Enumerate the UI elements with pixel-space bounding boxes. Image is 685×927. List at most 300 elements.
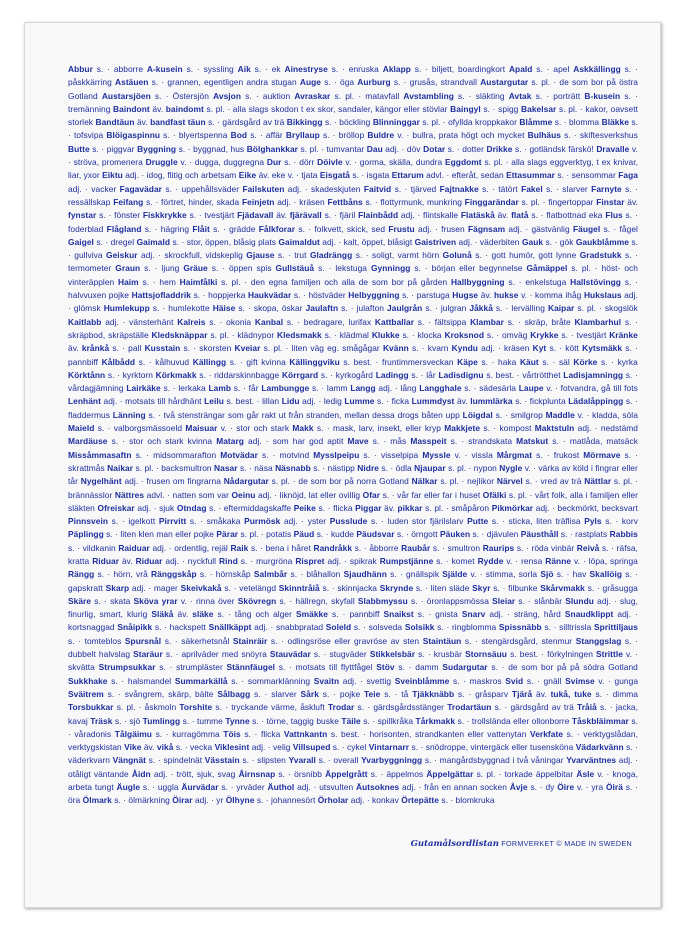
entry-definition: s. · trut <box>277 250 307 261</box>
entry-word: Åidn <box>131 768 151 779</box>
entry-word: Byggning <box>137 143 177 154</box>
entry-word: Ölhyne <box>225 795 255 806</box>
dictionary-entry <box>209 622 324 632</box>
entry-word: Källinggviku <box>289 356 340 367</box>
entry-definition: s. · ressällskap <box>68 183 638 207</box>
dictionary-entry <box>412 689 508 699</box>
dictionary-entry <box>115 490 229 500</box>
entry-word: Bandtäun <box>95 117 135 128</box>
entry-word: Fajtnakke <box>439 183 479 194</box>
dictionary-entry <box>383 64 505 74</box>
entry-definition: s. pl. · alla slags skodon t ex skor, sandaler, kängor eller stövlar <box>206 103 448 114</box>
entry-definition: s. · hoppjerka <box>193 290 246 301</box>
entry-word: Haukvädar <box>247 290 292 301</box>
entry-definition: s. · början eller begynnelse <box>414 263 523 274</box>
dictionary-entry <box>472 583 537 593</box>
entry-definition: s. · tryckande värme, åskluft <box>215 702 325 713</box>
dictionary-entry <box>68 689 213 699</box>
entry-word: Avtak <box>508 90 532 101</box>
dictionary-entry <box>284 64 378 74</box>
entry-word: Nasar <box>214 462 238 473</box>
dictionary-entry <box>341 716 413 726</box>
entry-definition: s. · haka <box>481 356 517 367</box>
entry-definition: s. · maskros <box>452 675 502 686</box>
entry-word: Butte <box>68 143 90 154</box>
dictionary-entry <box>540 569 586 579</box>
entry-word: Töis <box>223 728 241 739</box>
entry-definition: s. · bedragare, lurifax <box>286 316 372 327</box>
entry-definition: s. · örsnibb <box>278 768 322 779</box>
entry-definition: äv. <box>152 103 164 114</box>
entry-definition: äv. <box>136 117 148 128</box>
dictionary-entry <box>372 330 442 340</box>
entry-word: Päud <box>293 529 315 540</box>
dictionary-entry <box>117 622 206 632</box>
dictionary-entry <box>483 543 574 553</box>
dictionary-entry <box>118 543 228 553</box>
entry-word: Rydde <box>477 555 504 566</box>
entry-definition: s. · pannbiff <box>68 343 638 367</box>
dictionary-text <box>68 63 638 838</box>
entry-word: Skrynde <box>379 582 414 593</box>
entry-definition: s. · slånbär <box>518 595 563 606</box>
entry-definition: s. · gift kvinna <box>229 356 286 367</box>
dictionary-entry <box>267 782 353 792</box>
entry-word: Kyt <box>532 343 547 354</box>
dictionary-entry <box>152 330 275 340</box>
entry-definition: s. · overall <box>318 755 359 766</box>
entry-word: Träsk <box>90 715 113 726</box>
entry-word: fjärävall <box>289 210 322 221</box>
entry-definition: s. · hägring <box>144 223 190 234</box>
dictionary-entry <box>438 370 560 380</box>
entry-word: Missåmmasaftn <box>68 449 132 460</box>
dictionary-entry <box>181 583 276 593</box>
dictionary-entry <box>521 184 588 194</box>
dictionary-entry <box>401 795 494 805</box>
dictionary-entry <box>565 676 638 686</box>
dictionary-entry <box>519 117 599 127</box>
entry-word: Verkfate <box>530 728 564 739</box>
entry-definition: s. · uggla <box>142 782 179 793</box>
dictionary-entry <box>107 224 189 234</box>
entry-definition: adj. · trött, sjuk, svag <box>153 768 236 779</box>
entry-definition: s. · enkelstuga <box>508 276 567 287</box>
entry-definition: adj. · sträng, hård <box>489 609 561 620</box>
dictionary-entry <box>314 676 391 686</box>
entry-word: Kyndu <box>451 343 478 354</box>
entry-word: Pärar <box>216 529 239 540</box>
entry-word: Tjäkknäbb <box>412 688 455 699</box>
dictionary-entry <box>255 317 371 327</box>
entry-definition: s. · törne, taggig buske <box>252 715 339 726</box>
entry-definition: s. · igelkott <box>111 516 156 527</box>
dictionary-entry <box>301 689 361 699</box>
entry-word: Mardäuse <box>68 436 108 447</box>
dictionary-entry <box>126 383 205 393</box>
entry-word: Dur <box>266 157 282 168</box>
entry-word: Purmösk <box>244 516 281 527</box>
entry-word: Spissnäbb <box>498 622 542 633</box>
entry-definition: v. · yra <box>576 782 604 793</box>
entry-word: Teie <box>364 688 381 699</box>
entry-word: Avsjon <box>213 90 241 101</box>
entry-definition: s. pl. · torkade äppelbitar <box>476 768 574 779</box>
dictionary-entry <box>166 104 448 114</box>
entry-definition: s. · åbborre <box>354 542 399 553</box>
entry-definition: s. · gnällspik <box>390 569 440 580</box>
dictionary-entry <box>551 689 638 699</box>
dictionary-entry <box>440 184 518 194</box>
entry-definition: v. · bullra, prata högt och mycket <box>397 130 525 141</box>
entry-definition: s. · gråsparv <box>457 688 509 699</box>
dictionary-entry <box>68 436 212 446</box>
entry-definition: s. · gotländsk färskö! <box>514 143 594 154</box>
dictionary-entry <box>68 529 214 539</box>
entry-definition: s. pl. · de som bor på östra Gotland <box>68 77 638 101</box>
entry-word: Smäkke <box>296 609 328 620</box>
entry-definition: s. · vår far eller far i huset <box>382 489 481 500</box>
dictionary-entry <box>239 769 322 779</box>
entry-word: Näsnabb <box>275 462 311 473</box>
entry-word: Täile <box>341 715 361 726</box>
entry-definition: s. pl. · klädnypor <box>210 329 275 340</box>
dictionary-entry <box>248 290 346 300</box>
entry-word: Aik <box>237 64 251 74</box>
entry-definition: s. · får <box>233 383 259 394</box>
entry-word: Skövregn <box>237 595 277 606</box>
entry-word: Strumpsukkar <box>98 662 156 673</box>
entry-definition: s. · påskkärring <box>68 64 638 88</box>
entry-definition: s. · flicka <box>244 728 281 739</box>
dictionary-entry <box>180 277 448 287</box>
dictionary-entry <box>468 224 570 234</box>
dictionary-entry <box>143 716 223 726</box>
entry-word: Äsle <box>576 768 595 779</box>
entry-definition: s. · verktygslådan, verktygskistan <box>68 728 638 753</box>
entry-word: Helbyggning <box>348 290 400 301</box>
dictionary-entry <box>452 290 491 300</box>
entry-word: Kroksnod <box>444 329 484 340</box>
entry-word: Stornsäuu <box>465 649 507 660</box>
entry-definition: advl. · efteråt, sedan <box>426 170 504 181</box>
entry-word: vikå <box>156 742 174 753</box>
entry-word: Öire <box>557 782 575 793</box>
dictionary-entry <box>327 197 461 207</box>
entry-word: bandfast täun <box>150 117 206 128</box>
entry-definition: s. · visselpipa <box>363 449 419 460</box>
dictionary-entry <box>137 237 276 247</box>
entry-word: Ettarum <box>391 170 424 181</box>
entry-definition: s. · komet <box>436 555 475 566</box>
entry-word: Fakel <box>521 183 543 194</box>
dictionary-entry <box>509 64 569 74</box>
dictionary-entry <box>521 529 607 539</box>
entry-definition: äv. <box>384 502 395 513</box>
entry-word: Finstar <box>596 196 625 207</box>
entry-word: Närvel <box>496 476 523 487</box>
entry-definition: s. · öga <box>324 77 355 88</box>
entry-definition: adj. · flintskalle <box>400 210 459 221</box>
entry-definition: s. · dregel <box>96 236 135 247</box>
entry-word: Eisgatå <box>319 170 351 181</box>
dictionary-entry <box>177 503 291 513</box>
entry-definition: s. · okonia <box>209 316 252 327</box>
entry-word: Svid <box>505 675 524 686</box>
dictionary-entry <box>204 396 279 406</box>
dictionary-entry <box>113 410 460 420</box>
entry-word: Päuken <box>440 529 471 540</box>
entry-word: Raurips <box>482 542 515 553</box>
entry-word: Bulhäus <box>527 130 561 141</box>
entry-word: Rind <box>219 555 238 566</box>
dictionary-entry <box>357 463 411 473</box>
entry-definition: s. · Östersjön <box>154 90 209 101</box>
entry-definition: s. · förtret, hinder, skada <box>146 196 240 207</box>
entry-definition: advl. · natten som var <box>146 489 229 500</box>
entry-word: pikkar <box>397 502 423 513</box>
entry-definition: s. · halvvuxen pojke <box>68 276 638 301</box>
entry-word: Mave <box>347 436 369 447</box>
entry-word: Rabbis <box>609 529 638 540</box>
dictionary-entry <box>216 436 343 446</box>
entry-definition: s. · liten klen man eller pojke <box>106 529 215 540</box>
entry-word: Hukslaus <box>583 290 622 301</box>
entry-word: Gauk <box>521 236 544 247</box>
entry-definition: adj. · som har god aptit <box>248 436 344 447</box>
entry-word: Staräur <box>133 649 163 660</box>
entry-definition: s. · två stensträngar som går rakt ut från stranden, mellan dessa drogs båten upp <box>148 409 460 420</box>
dictionary-entry <box>277 330 369 340</box>
entry-word: Raubår <box>401 542 431 553</box>
entry-word: Mårgmat <box>496 449 533 460</box>
dictionary-entry <box>467 516 581 526</box>
dictionary-entry <box>528 130 638 140</box>
dictionary-entry <box>596 197 638 207</box>
entry-word: Jaulaftn <box>305 303 339 314</box>
entry-word: Gaistriven <box>414 236 457 247</box>
dictionary-entry <box>107 463 211 473</box>
entry-definition: s. · sommarklänning <box>231 675 311 686</box>
entry-definition: s. · djävulen <box>472 529 519 540</box>
entry-word: Kaipar <box>547 303 575 314</box>
entry-word: Körktånn <box>68 369 106 380</box>
dictionary-entry <box>367 144 421 154</box>
entry-word: Bod <box>230 130 248 141</box>
dictionary-entry <box>388 224 464 234</box>
entry-word: Ladisjamningg <box>563 369 624 380</box>
entry-definition: s. pl. · tumvantar <box>300 143 365 154</box>
dictionary-entry <box>247 144 365 154</box>
entry-word: Torshite <box>179 702 213 713</box>
entry-definition: s. · fickplunta <box>515 396 566 407</box>
entry-definition: s. · säl <box>542 356 570 367</box>
entry-word: Löigdal <box>462 409 493 420</box>
entry-definition: s. · filbunke <box>493 582 538 593</box>
entry-definition: s. pl. · höst- och vinteräpplen <box>68 263 638 287</box>
entry-definition: s. · stengärdsgård, stenmur <box>464 635 573 646</box>
dictionary-entry <box>447 702 574 712</box>
entry-word: Graun <box>115 263 141 274</box>
dictionary-entry <box>344 396 409 406</box>
entry-definition: s. · skrattmås <box>68 449 638 473</box>
dictionary-entry <box>261 383 347 393</box>
entry-word: Askkällingg <box>573 64 621 74</box>
entry-word: Gjause <box>246 250 275 261</box>
entry-word: Myssle <box>422 449 451 460</box>
dictionary-entry <box>246 250 306 260</box>
entry-word: Tålgäimu <box>114 728 152 739</box>
entry-definition: s. · jacka, kavaj <box>68 702 638 726</box>
entry-definition: s. · julafton <box>341 303 385 314</box>
entry-word: Piggar <box>355 502 382 513</box>
entry-word: Kusstain <box>144 343 181 354</box>
entry-word: Sårk <box>300 688 319 699</box>
entry-word: Själde <box>442 569 468 580</box>
entry-word: Failskuten <box>242 183 285 194</box>
entry-definition: adj. · gästvänlig <box>508 223 570 234</box>
entry-word: Tårkmakk <box>415 715 456 726</box>
dictionary-entry <box>510 782 555 792</box>
dictionary-entry <box>275 463 355 473</box>
dictionary-entry <box>330 516 464 526</box>
dictionary-entry <box>356 529 437 539</box>
entry-definition: s. · stor, öppen, blåsig plats <box>172 236 277 247</box>
entry-word: Makkjete <box>444 423 481 434</box>
entry-word: Rumpstjänne <box>379 555 434 566</box>
dictionary-entry <box>192 224 255 234</box>
entry-word: flatå <box>511 210 529 221</box>
entry-word: Rängg <box>68 569 95 580</box>
entry-word: Faga <box>618 170 638 181</box>
entry-word: Äugle <box>116 782 141 793</box>
entry-definition: s. · ödla <box>381 462 412 473</box>
dictionary-entry <box>183 263 271 273</box>
dictionary-entry <box>465 197 594 207</box>
entry-word: Kattballar <box>374 316 415 327</box>
dictionary-entry <box>233 636 419 646</box>
entry-definition: s. · skorsten <box>183 343 232 354</box>
entry-definition: s. · smilgrop <box>495 409 543 420</box>
dictionary-entry <box>81 476 221 486</box>
entry-definition: s. · ljung <box>144 263 180 274</box>
entry-word: Aklapp <box>382 64 411 74</box>
entry-definition: s. · eftermiddagskaffe <box>209 502 292 513</box>
entry-word: Svimse <box>565 675 595 686</box>
dictionary-entry <box>231 490 360 500</box>
dictionary-entry <box>118 277 176 287</box>
entry-definition: s. · vred av trä <box>525 476 582 487</box>
entry-word: Skäre <box>68 595 92 606</box>
entry-word: Släkå <box>151 609 174 620</box>
dictionary-entry <box>68 64 143 74</box>
entry-definition: s. · biljett, boardingkort <box>414 64 506 74</box>
entry-word: Kanbal <box>254 316 284 327</box>
entry-word: Äutsoknes <box>355 782 400 793</box>
entry-definition: s. · mangårdsbyggnad i två våningar <box>424 755 564 766</box>
dictionary-entry <box>68 317 174 327</box>
dictionary-entry <box>470 396 565 406</box>
entry-word: Oeinu <box>231 489 256 500</box>
entry-word: Lumme <box>344 396 375 407</box>
entry-word: Blinninggar <box>372 117 420 128</box>
entry-word: Äppelgrått <box>325 768 368 779</box>
dictionary-entry <box>282 396 342 406</box>
dictionary-entry <box>470 317 571 327</box>
entry-definition: adj. · glömsk <box>68 290 638 314</box>
entry-definition: v. · stor och stark <box>220 423 290 434</box>
dictionary-entry <box>355 503 395 513</box>
entry-definition: s. · odlingsröse eller gravröse av sten <box>270 635 420 646</box>
dictionary-entry <box>300 77 354 87</box>
entry-definition: s. · äppelmos <box>370 768 424 779</box>
dictionary-entry <box>450 104 518 114</box>
entry-word: Sköva yrar <box>133 595 178 606</box>
dictionary-entry <box>375 317 466 327</box>
entry-word: Austargutar <box>480 77 529 88</box>
entry-word: Tåskbläimmar <box>571 715 629 726</box>
entry-word: Kytsmäkk <box>582 343 623 354</box>
entry-definition: s. · liten släde <box>415 582 470 593</box>
entry-word: Fjädavall <box>237 210 274 221</box>
entry-definition: s. · lerkaka <box>163 383 206 394</box>
entry-definition: adj. · nyckfull <box>165 555 217 566</box>
dictionary-entry <box>192 609 292 619</box>
dictionary-entry <box>90 716 140 726</box>
dictionary-entry <box>292 423 441 433</box>
dictionary-entry <box>239 170 318 180</box>
entry-definition: s. · stugväder <box>313 649 367 660</box>
entry-definition: adj. · kräsen <box>481 343 530 354</box>
dictionary-entry <box>512 689 547 699</box>
entry-definition: s. · kyrktorn <box>107 369 153 380</box>
entry-word: Auge <box>299 77 321 88</box>
dictionary-entry <box>227 662 373 672</box>
entry-word: Stikkelsbär <box>369 649 416 660</box>
entry-definition: s. · ringblomma <box>437 622 497 633</box>
entry-word: Torsbukkar <box>68 702 114 713</box>
entry-definition: s. pl. · alla slags eggverktyg, t ex knivar, liar, yxor <box>68 157 638 181</box>
entry-definition: adj. · idog, flitig och arbetsam <box>125 170 237 181</box>
entry-word: Sprittiljaus <box>594 622 638 633</box>
dictionary-entry <box>383 343 449 353</box>
entry-definition: s. · sensommar <box>557 170 616 181</box>
entry-definition: s. · termometer <box>68 250 638 274</box>
dictionary-entry <box>347 436 406 446</box>
entry-definition: s. · gärdsgård av trä <box>208 117 285 128</box>
entry-definition: s. · skinnjacka <box>322 582 378 593</box>
entry-word: Rispret <box>295 555 325 566</box>
entry-definition: äv. <box>276 210 287 221</box>
entry-word: Käut <box>519 356 539 367</box>
entry-definition: s. pl. · åskmoln <box>116 702 177 713</box>
dictionary-entry <box>113 755 203 765</box>
entry-word: Klambarhul <box>574 316 622 327</box>
dictionary-entry <box>313 543 398 553</box>
dictionary-entry <box>410 436 512 446</box>
dictionary-entry <box>294 91 399 101</box>
entry-definition: s. · gullviva <box>68 236 638 261</box>
dictionary-entry <box>151 569 251 579</box>
dictionary-entry <box>395 676 502 686</box>
entry-word: Naikar <box>107 462 134 473</box>
entry-definition: s. · bröllop <box>322 130 365 141</box>
entry-definition: s. · tremänning <box>68 90 638 114</box>
dictionary-entry <box>403 91 504 101</box>
entry-definition: adj. · lång <box>378 383 417 394</box>
entry-definition: s. · johannesört <box>256 795 316 806</box>
dictionary-entry <box>328 702 444 712</box>
